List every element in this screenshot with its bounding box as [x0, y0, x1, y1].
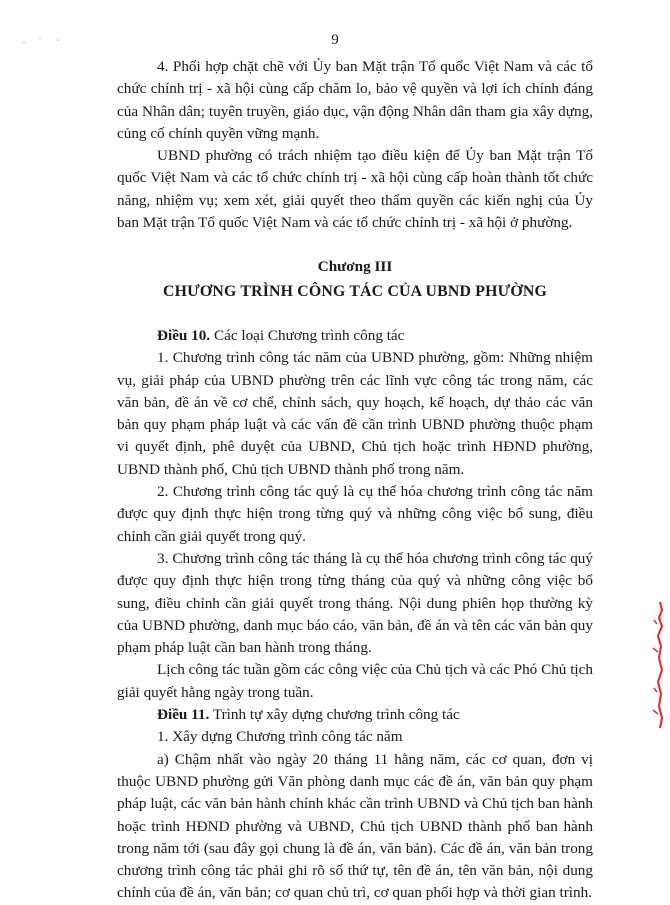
paragraph: UBND phường có trách nhiệm tạo điều kiện để Ủy ban Mặt trận Tổ quốc Việt Nam và các tổ chức chính trị - xã hội cùng cấp hoàn thành tốt chức năng, nhiệm vụ; xem xét, giải quyết theo thẩm quyền các kiến nghị của Ủy ban Mặt trận Tổ quốc Việt Nam và các tổ chức chính trị - xã hội ở phường. — [117, 147, 593, 232]
article-10-heading — [117, 325, 593, 347]
article-11-heading — [117, 704, 593, 726]
chapter-title: CHƯƠNG TRÌNH CÔNG TÁC CỦA UBND PHƯỜNG — [163, 282, 547, 300]
chapter-label: Chương III — [317, 258, 393, 276]
paragraph: 2. Chương trình công tác quý là cụ thể hóa chương trình công tác năm được quy định thực hiện trong từng quý và những công việc bổ sung, điều chỉnh cần giải quyết trong quý. — [117, 483, 593, 545]
page-number: 9 — [331, 32, 339, 48]
spacer — [117, 303, 593, 325]
spacer — [117, 234, 593, 256]
paragraph: a) Chậm nhất vào ngày 20 tháng 11 hằng năm, các cơ quan, đơn vị thuộc UBND phường gửi Văn phòng danh mục các đề án, văn bản quy phạm pháp luật, các văn bản hành chính khác cần trình UBND và Chủ tịch ban hành hoặc trình HĐND phường và UBND, Chủ tịch UBND thành phố ban hành trong năm tới (sau đây gọi chung là đề án, văn bản). Các đề án, văn bản trong chương trình công tác phải ghi rõ số thứ tự, tên đề án, tên văn bản, nội dung chính của đề án, văn bản; cơ quan chủ trì, cơ quan phối hợp và thời gian trình. — [117, 750, 593, 902]
document-body — [117, 56, 593, 905]
paragraph: 1. Chương trình công tác năm của UBND phường, gồm: Những nhiệm vụ, giải pháp của UBND phường trên các lĩnh vực công tác trong năm, các văn bản, đề án về cơ chế, chính sách, quy hoạch, kế hoạch, dự thảo các văn bản quy phạm pháp luật và các vấn đề cần trình UBND phường thuộc phạm vi quyết định, phê duyệt của UBND, Chủ tịch hoặc trình HĐND phường, UBND thành phố, Chủ tịch UBND thành phố trong năm. — [117, 349, 593, 478]
paragraph: 3. Chương trình công tác tháng là cụ thể hóa chương trình công tác quý được quy định thực hiện trong từng tháng của quý và những công việc bổ sung, điều chỉnh cần giải quyết trong tháng. Nội dung phiên họp thường kỳ của UBND phường, danh mục báo cáo, văn bản, đề án và tên các văn bản quy phạm pháp luật cần ban hành trong tháng. — [117, 549, 593, 657]
article-title: Trình tự xây dựng chương trình công tác — [209, 706, 460, 724]
paragraph: 4. Phối hợp chặt chẽ với Ủy ban Mặt trận Tổ quốc Việt Nam và các tổ chức chính trị - xã hội cùng cấp chăm lo, bảo vệ quyền và lợi ích chính đáng của Nhân dân; tuyên truyền, giáo dục, vận động Nhân dân tham gia xây dựng, củng cố chính quyền vững mạnh. — [117, 58, 593, 142]
paragraph: 1. Xây dựng Chương trình công tác năm — [157, 728, 403, 746]
article-number: Điều 11. — [157, 706, 210, 724]
red-stamp-edge — [650, 600, 664, 730]
paragraph: Lịch công tác tuần gồm các công việc của Chủ tịch và các Phó Chủ tịch giải quyết hằng ngày trong tuần. — [117, 661, 593, 701]
article-number: Điều 10. — [157, 326, 211, 344]
article-title: Các loại Chương trình công tác — [210, 326, 405, 344]
